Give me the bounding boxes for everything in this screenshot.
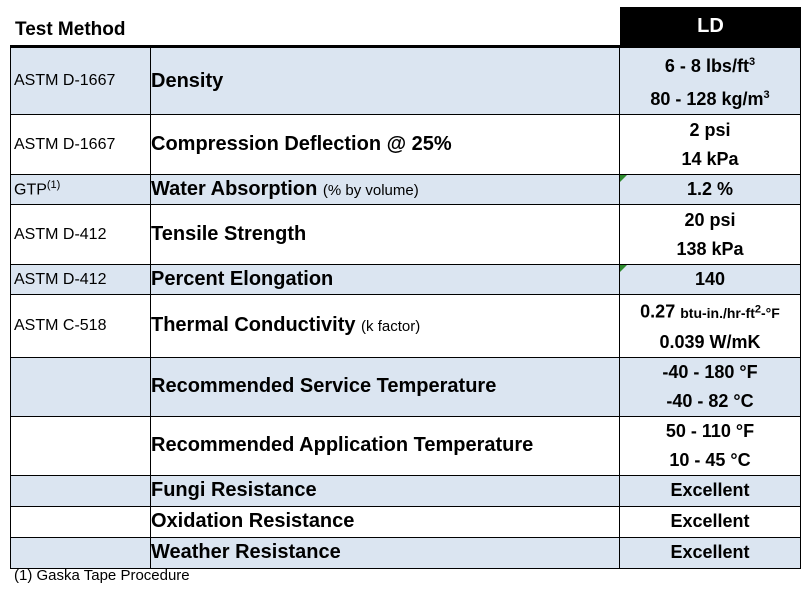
value-cell [620,475,801,506]
method-text: ASTM D-412 [14,270,107,288]
comment-marker-icon [620,265,627,272]
method-cell [11,537,151,568]
property-cell [151,537,620,568]
property-name: Water Absorption [151,178,318,200]
property-cell [151,115,620,175]
table-row-application-temperature [11,416,801,475]
property-cell [151,506,620,537]
value-cell [620,265,801,295]
value-cell [620,115,801,175]
property-note: (% by volume) [322,182,419,199]
value-line-1: 140 [694,269,726,289]
value-line-2: -40 - 82 °C [666,390,754,411]
value-cell [620,537,801,568]
method-text: ASTM D-1667 [14,135,116,153]
method-cell [11,205,151,265]
property-name: Weather Resistance [151,541,341,564]
table-row-oxidation-resistance [11,506,801,537]
value-cell [620,47,801,115]
table-row-tensile-strength [11,205,801,265]
value-line-1: Excellent [670,511,750,532]
property-cell [151,475,620,506]
value-cell [620,295,801,358]
footnote: (1) Gaska Tape Procedure [14,567,190,584]
value-cell [620,416,801,475]
property-cell [151,175,620,205]
value-line-1: 2 psi [689,119,731,140]
property-name: Density [151,69,224,92]
property-name: Fungi Resistance [151,479,317,502]
method-cell [11,475,151,506]
property-cell [151,265,620,295]
method-cell [11,357,151,416]
method-cell [11,416,151,475]
value-line-1: Excellent [670,542,750,563]
value-line-2: 14 kPa [681,148,739,169]
table-row-density [11,47,801,115]
table-row-service-temperature [11,357,801,416]
value-cell [620,506,801,537]
property-name: Thermal Conductivity [151,314,356,337]
header-ld-column: LD [620,7,801,46]
value-superscript: 3 [763,89,770,101]
value-line-1: 50 - 110 °F [665,420,755,441]
method-cell [11,47,151,115]
table-row-weather-resistance [11,537,801,568]
property-cell [151,205,620,265]
table-row-fungi-resistance [11,475,801,506]
value-superscript: 3 [748,56,756,68]
value-unit: btu-$in./hr-ft^2-^\circ F$ [680,303,780,321]
value-line-1: 0.27 [640,301,676,322]
property-name: Recommended Application Temperature [151,434,534,457]
property-name: Oxidation Resistance [151,510,355,533]
property-name: Recommended Service Temperature [151,375,497,398]
method-cell [11,295,151,358]
value-cell [620,205,801,265]
table-row-water-absorption [11,175,801,205]
value-line-1: Excellent [670,480,750,501]
value-line-1: -40 - 180 °F [662,361,758,382]
table-row-percent-elongation [11,265,801,295]
value-line-2: 0.039 W/mK [659,331,761,352]
method-text: ASTM C-518 [14,316,107,334]
value-line-1: 1.2 % [686,179,734,199]
method-text: ASTM D-412 [14,225,107,243]
value-cell [620,175,801,205]
method-cell [11,506,151,537]
value-line-1: 6 - 8 lbs/ft [664,56,749,76]
method-superscript: (1) [46,179,61,192]
property-cell [151,47,620,115]
property-cell [151,416,620,475]
property-name: Percent Elongation [151,268,334,290]
table-row-compression-deflection [11,115,801,175]
method-text: GTP [14,181,47,199]
comment-marker-icon [620,175,627,182]
method-cell [11,265,151,295]
value-line-2: 10 - 45 °C [669,449,751,470]
method-cell [11,115,151,175]
method-text: ASTM D-1667 [14,72,116,89]
method-cell [11,175,151,205]
table-row-thermal-conductivity [11,295,801,358]
property-name: Tensile Strength [151,223,307,245]
value-line-2: 138 kPa [676,238,744,259]
value-line-1: 20 psi [684,209,736,230]
property-note: (k factor) [361,318,421,336]
property-name: Compression Deflection @ 25% [151,133,452,155]
header-test-method: Test Method [15,19,126,40]
properties-table [10,45,801,569]
value-cell [620,357,801,416]
property-cell [151,357,620,416]
property-cell [151,295,620,358]
value-line-2: 80 - 128 kg/m [650,89,764,109]
